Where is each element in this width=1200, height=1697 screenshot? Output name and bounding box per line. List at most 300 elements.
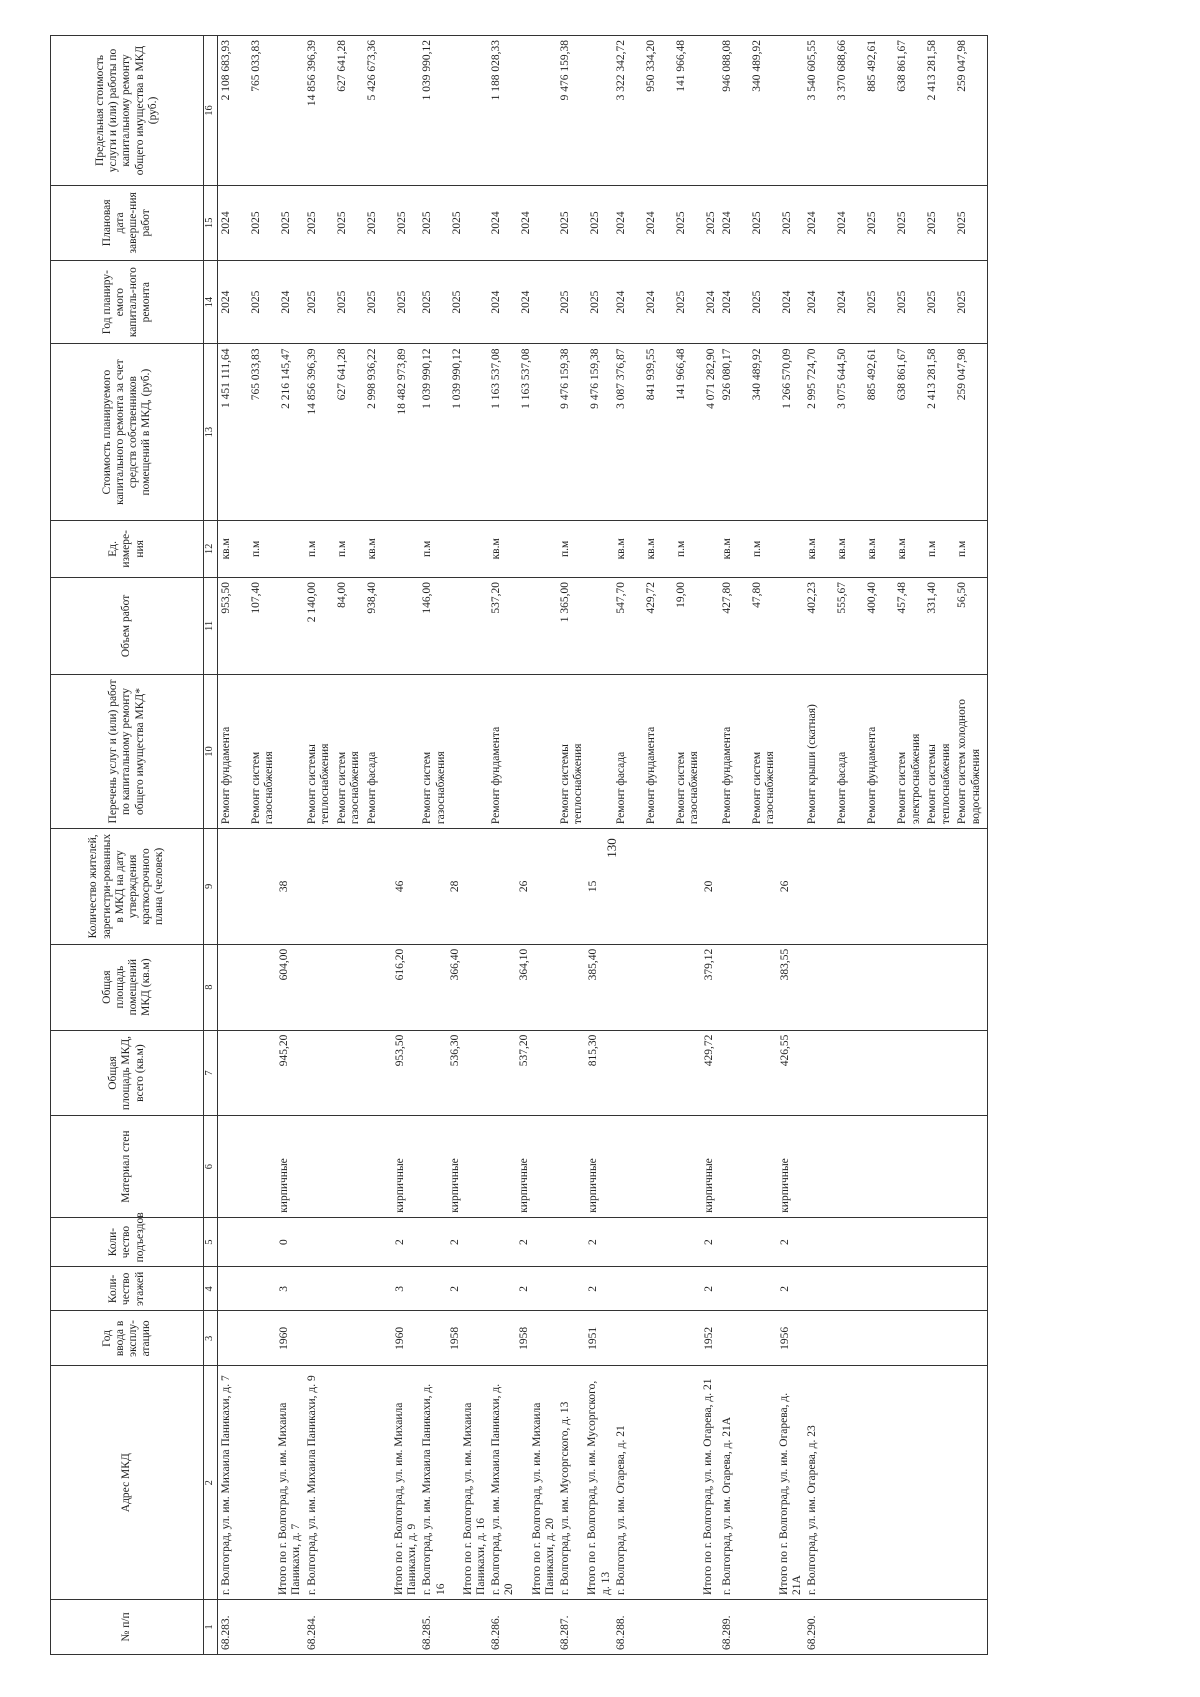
- floors-count-cell: [420, 1267, 489, 1311]
- total-area: 953,50: [393, 1034, 406, 1067]
- wall-material: кирпичные: [587, 1158, 600, 1213]
- work-unit: кв.м: [806, 538, 819, 560]
- table-row: [558, 36, 614, 1655]
- work-unit: п.м: [750, 540, 763, 557]
- residents-count-cell: [614, 829, 720, 945]
- work-limit-cell: [305, 36, 421, 186]
- premises-area-cell: [305, 944, 421, 1030]
- total-label: Итого по г. Волгоград, ул. им. Огарева, д. 21А: [777, 1392, 804, 1595]
- address-gap: [448, 1370, 462, 1594]
- work-limit: 638 861,67: [896, 40, 909, 92]
- floors-count: 2: [778, 1286, 791, 1292]
- work-end: 2024: [720, 211, 733, 235]
- work-year-cell: [558, 260, 614, 344]
- work-limit-cell: [805, 36, 988, 186]
- cell-spacer: [615, 833, 703, 940]
- total-label: Итого по г. Волгоград, ул. им. Михаила Паникахи, д. 9: [392, 1402, 419, 1595]
- work-cost-total: 1 163 537,08: [520, 348, 533, 409]
- row-number: 68.288.: [614, 1599, 720, 1654]
- work-name: Ремонт систем газоснабжения: [674, 751, 700, 825]
- work-year-total: 2024: [704, 290, 717, 314]
- column-number-11: 11: [204, 577, 218, 674]
- work-unit: кв.м: [836, 538, 849, 560]
- floors-count-cell: [614, 1267, 720, 1311]
- entrances-count: 0: [278, 1239, 290, 1245]
- column-number-12: 12: [204, 520, 218, 577]
- column-number-9: 9: [204, 829, 218, 945]
- wall-material-cell: [720, 1116, 806, 1217]
- work-end-total: 2025: [704, 211, 717, 235]
- row-number: 68.289.: [720, 1599, 806, 1654]
- work-cost: 2 995 724,70: [806, 348, 819, 409]
- work-year-total: 2024: [780, 290, 793, 314]
- cell-spacer: [490, 1222, 518, 1263]
- address-gap: [233, 1370, 277, 1594]
- work-name: Ремонт фундамента: [644, 726, 657, 825]
- work-name: Ремонт системы теплоснабжения: [559, 743, 585, 825]
- floors-count: 2: [449, 1286, 462, 1292]
- cell-spacer: [220, 1315, 278, 1361]
- cell-spacer: [490, 1120, 518, 1212]
- work-cost: 259 047,98: [956, 348, 969, 401]
- header-cell-8: Общая площадь помещений МКД (кв.м): [51, 944, 204, 1030]
- cell-spacer: [559, 1271, 587, 1306]
- residents-count: 26: [778, 880, 791, 893]
- work-end-cell: [558, 185, 614, 260]
- entrances-count-cell: [305, 1217, 421, 1267]
- work-limit-cell: [558, 36, 614, 186]
- total-area-cell: [720, 1030, 806, 1116]
- work-limit-cell: [420, 36, 489, 186]
- work-limit: 950 334,20: [644, 40, 657, 92]
- cell-spacer: [421, 1315, 449, 1361]
- year-built-cell: [614, 1311, 720, 1366]
- work-end-cell: [614, 185, 720, 260]
- premises-area-cell: [420, 944, 489, 1030]
- work-cost-cell: [305, 344, 421, 520]
- total-label: Итого по г. Волгоград, ул. им. Огарева, д. 21: [701, 1378, 714, 1595]
- work-cost-total: 2 216 145,47: [280, 348, 292, 409]
- table-row: [489, 36, 558, 1655]
- address-gap: [734, 1370, 778, 1594]
- work-year: 2025: [559, 290, 572, 314]
- work-cost: 14 856 396,39: [305, 348, 318, 415]
- work-year-total: 2025: [451, 290, 464, 314]
- work-name: Ремонт фасада: [365, 751, 378, 825]
- work-unit: кв.м: [220, 538, 232, 560]
- wall-material-cell: [420, 1116, 489, 1217]
- work-cost-total: 18 482 973,89: [395, 348, 408, 415]
- address-cell: [305, 1366, 421, 1599]
- work-unit: п.м: [926, 540, 939, 557]
- premises-area-cell: [805, 944, 988, 1030]
- work-limit: 14 856 396,39: [305, 40, 318, 107]
- floors-count: 2: [518, 1286, 531, 1292]
- work-cost: 627 641,28: [335, 348, 348, 401]
- year-built-cell: [720, 1311, 806, 1366]
- work-end: 2024: [836, 211, 849, 235]
- work-cost-cell: [218, 344, 305, 520]
- entrances-count-cell: [720, 1217, 806, 1267]
- work-unit-cell: [218, 520, 305, 577]
- total-area-cell: [218, 1030, 305, 1116]
- work-end: 2025: [956, 211, 969, 235]
- header-cell-10: Перечень услуг и (или) работ по капитальному ремонту общего имущества МКД*: [51, 674, 204, 828]
- year-built-cell: [489, 1311, 558, 1366]
- work-year-total: 2024: [520, 290, 533, 314]
- work-year-cell: [720, 260, 806, 344]
- wall-material-cell: [218, 1116, 305, 1217]
- work-year-total: 2025: [395, 290, 408, 314]
- address-cell: [720, 1366, 806, 1599]
- work-limit: 885 492,61: [866, 40, 879, 92]
- cell-spacer: [806, 1035, 984, 1112]
- work-cost-cell: [614, 344, 720, 520]
- cell-spacer: [306, 949, 394, 1026]
- total-area-cell: [805, 1030, 988, 1116]
- work-cost: 926 080,17: [720, 348, 733, 401]
- page-number: 130: [604, 838, 619, 858]
- floors-count: 3: [393, 1286, 406, 1292]
- year-built: 1956: [778, 1326, 791, 1350]
- row-number: 68.290.: [805, 1599, 988, 1654]
- column-number-6: 6: [204, 1116, 218, 1217]
- work-volume-cell: [420, 577, 489, 674]
- work-end: 2024: [220, 211, 232, 235]
- column-number-16: 16: [204, 36, 218, 186]
- work-volume: 56,50: [956, 581, 969, 608]
- year-built: 1958: [449, 1326, 462, 1350]
- work-name: Ремонт системы теплоснабжения: [926, 743, 952, 825]
- cell-spacer: [490, 1315, 518, 1361]
- year-built-cell: [420, 1311, 489, 1366]
- work-unit: кв.м: [866, 538, 879, 560]
- work-end-cell: [218, 185, 305, 260]
- work-unit: кв.м: [720, 538, 733, 560]
- premises-area-cell: [558, 944, 614, 1030]
- work-name: Ремонт крыши (скатная): [806, 704, 819, 825]
- work-cost: 141 966,48: [674, 348, 687, 401]
- work-end-total: 2025: [451, 211, 464, 235]
- work-end: 2025: [866, 211, 879, 235]
- entrances-count-cell: [420, 1217, 489, 1267]
- work-limit: 1 188 028,33: [490, 40, 503, 101]
- work-end-cell: [720, 185, 806, 260]
- cell-spacer: [721, 1120, 779, 1212]
- work-year: 2024: [614, 290, 627, 314]
- work-end: 2024: [490, 211, 503, 235]
- work-end: 2025: [305, 211, 318, 235]
- year-built-cell: [805, 1311, 988, 1366]
- work-name: Ремонт фундамента: [490, 726, 503, 825]
- work-year: 2025: [866, 290, 879, 314]
- address: г. Волгоград, ул. им. Мусоргского, д. 13: [559, 1401, 572, 1595]
- header-cell-9: Количество жителей, зарегистри-рованных в МКД на дату утверждения краткосрочного плана (человек): [51, 829, 204, 945]
- table-row: [218, 36, 305, 1655]
- premises-area-cell: [614, 944, 720, 1030]
- premises-area-cell: [720, 944, 806, 1030]
- work-year-cell: [218, 260, 305, 344]
- floors-count-cell: [558, 1267, 614, 1311]
- work-cost: 9 476 159,38: [559, 348, 572, 409]
- work-unit: п.м: [305, 540, 318, 557]
- work-volume: 400,40: [866, 581, 879, 614]
- header-cell-15: Плановая дата заверше-ния работ: [51, 185, 204, 260]
- work-limit: 946 088,08: [720, 40, 733, 92]
- total-area: 429,72: [702, 1034, 715, 1067]
- work-unit-cell: [720, 520, 806, 577]
- address-cell: [558, 1366, 614, 1599]
- work-year: 2025: [305, 290, 318, 314]
- work-end: 2024: [644, 211, 657, 235]
- header-cell-13: Стоимость планируемого капитального ремонта за счет средств собственников помещений в МКД, (руб.): [51, 344, 204, 520]
- residents-count: 38: [278, 880, 290, 893]
- cell-spacer: [806, 1120, 984, 1212]
- wall-material: кирпичные: [778, 1158, 791, 1213]
- residents-count: 46: [393, 880, 406, 893]
- work-cost-cell: [420, 344, 489, 520]
- address-gap: [319, 1370, 393, 1594]
- cell-spacer: [721, 1222, 779, 1263]
- cell-spacer: [421, 1222, 449, 1263]
- wall-material-cell: [614, 1116, 720, 1217]
- work-year: 2024: [720, 290, 733, 314]
- work-end-cell: [805, 185, 988, 260]
- work-year: 2025: [365, 290, 378, 314]
- work-name: Ремонт фасада: [836, 751, 849, 825]
- floors-count-cell: [489, 1267, 558, 1311]
- cell-spacer: [220, 833, 278, 940]
- address-cell: [489, 1366, 558, 1599]
- cell-spacer: [559, 833, 587, 940]
- work-unit-cell: [489, 520, 558, 577]
- address-gap: [628, 1370, 702, 1594]
- work-volume: 547,70: [614, 581, 627, 614]
- column-number-15: 15: [204, 185, 218, 260]
- floors-count: 2: [702, 1286, 715, 1292]
- work-end-total: 2025: [280, 211, 292, 235]
- entrances-count-cell: [218, 1217, 305, 1267]
- work-volume-cell: [218, 577, 305, 674]
- residents-count-cell: [420, 829, 489, 945]
- work-year-total: 2024: [280, 290, 292, 314]
- work-name: Ремонт систем газоснабжения: [250, 751, 276, 825]
- year-built-cell: [305, 1311, 421, 1366]
- year-built: 1951: [587, 1326, 600, 1350]
- cell-spacer: [806, 1271, 984, 1306]
- cell-spacer: [559, 949, 587, 1026]
- column-number-7: 7: [204, 1030, 218, 1116]
- cell-spacer: [421, 1120, 449, 1212]
- work-unit-cell: [420, 520, 489, 577]
- cell-spacer: [806, 949, 984, 1026]
- work-volume: 331,40: [926, 581, 939, 614]
- work-year-cell: [305, 260, 421, 344]
- work-unit: кв.м: [644, 538, 657, 560]
- work-cost-cell: [558, 344, 614, 520]
- work-limit: 2 108 683,93: [220, 40, 232, 101]
- work-limit: 2 413 281,58: [926, 40, 939, 101]
- work-end-cell: [489, 185, 558, 260]
- work-end: 2025: [674, 211, 687, 235]
- table-row: [805, 36, 988, 1655]
- work-cost-cell: [805, 344, 988, 520]
- total-area: 815,30: [587, 1034, 600, 1067]
- table-row: [720, 36, 806, 1655]
- year-built: 1952: [702, 1326, 715, 1350]
- work-year-cell: [805, 260, 988, 344]
- residents-count: 26: [518, 880, 531, 893]
- cell-spacer: [306, 1315, 394, 1361]
- year-built-cell: [218, 1311, 305, 1366]
- work-year: 2025: [750, 290, 763, 314]
- row-number: 68.283.: [218, 1599, 305, 1654]
- premises-area: 366,40: [449, 948, 462, 981]
- work-volume: 2 140,00: [305, 581, 318, 623]
- premises-area-cell: [218, 944, 305, 1030]
- work-end-cell: [305, 185, 421, 260]
- work-unit: п.м: [559, 540, 572, 557]
- header-cell-4: Коли-чество этажей: [51, 1267, 204, 1311]
- floors-count-cell: [805, 1267, 988, 1311]
- wall-material-cell: [489, 1116, 558, 1217]
- cell-spacer: [615, 1035, 703, 1112]
- cell-spacer: [306, 833, 394, 940]
- premises-area: 379,12: [702, 948, 715, 981]
- work-unit: кв.м: [365, 538, 378, 560]
- work-unit-cell: [305, 520, 421, 577]
- work-end: 2025: [896, 211, 909, 235]
- cell-spacer: [220, 1222, 278, 1263]
- work-volume: 938,40: [365, 581, 378, 614]
- work-limit: 765 033,83: [250, 40, 262, 92]
- cell-spacer: [615, 949, 703, 1026]
- work-limit-cell: [614, 36, 720, 186]
- total-area: 536,30: [449, 1034, 462, 1067]
- work-cost-total: 9 476 159,38: [589, 348, 602, 409]
- cell-spacer: [721, 833, 779, 940]
- header-cell-5: Коли-чество подъездов: [51, 1217, 204, 1267]
- work-end: 2025: [421, 211, 434, 235]
- work-limit: 1 039 990,12: [421, 40, 434, 101]
- total-area-cell: [305, 1030, 421, 1116]
- address: г. Волгоград, ул. им. Михаила Паникахи, д. 9: [305, 1375, 318, 1595]
- work-year-cell: [420, 260, 489, 344]
- column-number-13: 13: [204, 344, 218, 520]
- cell-spacer: [490, 833, 518, 940]
- column-number-4: 4: [204, 1267, 218, 1311]
- work-unit-cell: [558, 520, 614, 577]
- work-limit: 9 476 159,38: [559, 40, 572, 101]
- total-area: 426,55: [778, 1034, 791, 1067]
- floors-count-cell: [305, 1267, 421, 1311]
- work-year: 2024: [490, 290, 503, 314]
- work-cost: 885 492,61: [866, 348, 879, 401]
- work-volume-cell: [489, 577, 558, 674]
- cell-spacer: [721, 949, 779, 1026]
- wall-material: кирпичные: [518, 1158, 531, 1213]
- work-name: Ремонт систем газоснабжения: [750, 751, 776, 825]
- year-built: 1958: [518, 1326, 531, 1350]
- work-volume: 47,80: [750, 581, 763, 608]
- total-area: 537,20: [518, 1034, 531, 1067]
- work-volume: 537,20: [490, 581, 503, 614]
- work-volume: 429,72: [644, 581, 657, 614]
- year-built: 1960: [393, 1326, 406, 1350]
- work-unit: кв.м: [490, 538, 503, 560]
- header-cell-11: Объем работ: [51, 577, 204, 674]
- header-cell-14: Год планиру-емого капиталь-ного ремонта: [51, 260, 204, 344]
- header-cell-12: Ед. измере-ния: [51, 520, 204, 577]
- work-year-cell: [614, 260, 720, 344]
- work-volume-cell: [805, 577, 988, 674]
- work-end: 2025: [335, 211, 348, 235]
- address: г. Волгоград, ул. им. Михаила Паникахи, д. 7: [220, 1375, 232, 1595]
- floors-count-cell: [720, 1267, 806, 1311]
- cell-spacer: [220, 1271, 278, 1306]
- work-name-cell: [805, 674, 988, 828]
- residents-count-cell: [558, 829, 614, 945]
- column-number-5: 5: [204, 1217, 218, 1267]
- cell-spacer: [721, 1035, 779, 1112]
- cell-spacer: [806, 833, 984, 940]
- cell-spacer: [721, 1315, 779, 1361]
- work-unit: кв.м: [614, 538, 627, 560]
- header-cell-16: Предельная стоимость услуги и (или) работы по капитальному ремонту общего имущества в МКД (руб.): [51, 36, 204, 186]
- work-year: 2024: [220, 290, 232, 314]
- work-name: Ремонт фундамента: [866, 726, 879, 825]
- address-gap: [517, 1370, 531, 1594]
- entrances-count-cell: [614, 1217, 720, 1267]
- work-volume: 402,23: [806, 581, 819, 614]
- work-unit: п.м: [956, 540, 969, 557]
- entrances-count: 2: [702, 1239, 715, 1245]
- work-name-cell: [720, 674, 806, 828]
- work-unit-cell: [614, 520, 720, 577]
- residents-count-cell: [489, 829, 558, 945]
- work-cost-total: 1 266 570,09: [780, 348, 793, 409]
- work-end-total: 2025: [395, 211, 408, 235]
- residents-count: 20: [702, 880, 715, 893]
- work-unit: кв.м: [896, 538, 909, 560]
- entrances-count: 2: [449, 1239, 462, 1245]
- entrances-count-cell: [805, 1217, 988, 1267]
- total-area-cell: [558, 1030, 614, 1116]
- column-number-14: 14: [204, 260, 218, 344]
- entrances-count: 2: [587, 1239, 600, 1245]
- total-label: Итого по г. Волгоград, ул. им. Михаила Паникахи, д. 20: [530, 1402, 556, 1595]
- work-unit: п.м: [335, 540, 348, 557]
- total-area-cell: [614, 1030, 720, 1116]
- cell-spacer: [806, 1222, 984, 1263]
- entrances-count: 2: [778, 1239, 791, 1245]
- address: г. Волгоград, ул. им. Михаила Паникахи, д. 16: [421, 1383, 447, 1595]
- column-number-10: 10: [204, 674, 218, 828]
- cell-spacer: [490, 949, 518, 1026]
- work-cost-total: 4 071 282,90: [704, 348, 717, 409]
- cell-spacer: [490, 1035, 518, 1112]
- cell-spacer: [615, 1120, 703, 1212]
- wall-material: кирпичные: [393, 1158, 406, 1213]
- cell-spacer: [615, 1271, 703, 1306]
- cell-spacer: [220, 949, 278, 1026]
- work-name-cell: [420, 674, 489, 828]
- work-name: Ремонт систем электроснабжения: [896, 733, 922, 825]
- table-body: [218, 36, 988, 1655]
- cell-spacer: [220, 1120, 278, 1212]
- entrances-count-cell: [558, 1217, 614, 1267]
- wall-material: кирпичные: [278, 1158, 290, 1213]
